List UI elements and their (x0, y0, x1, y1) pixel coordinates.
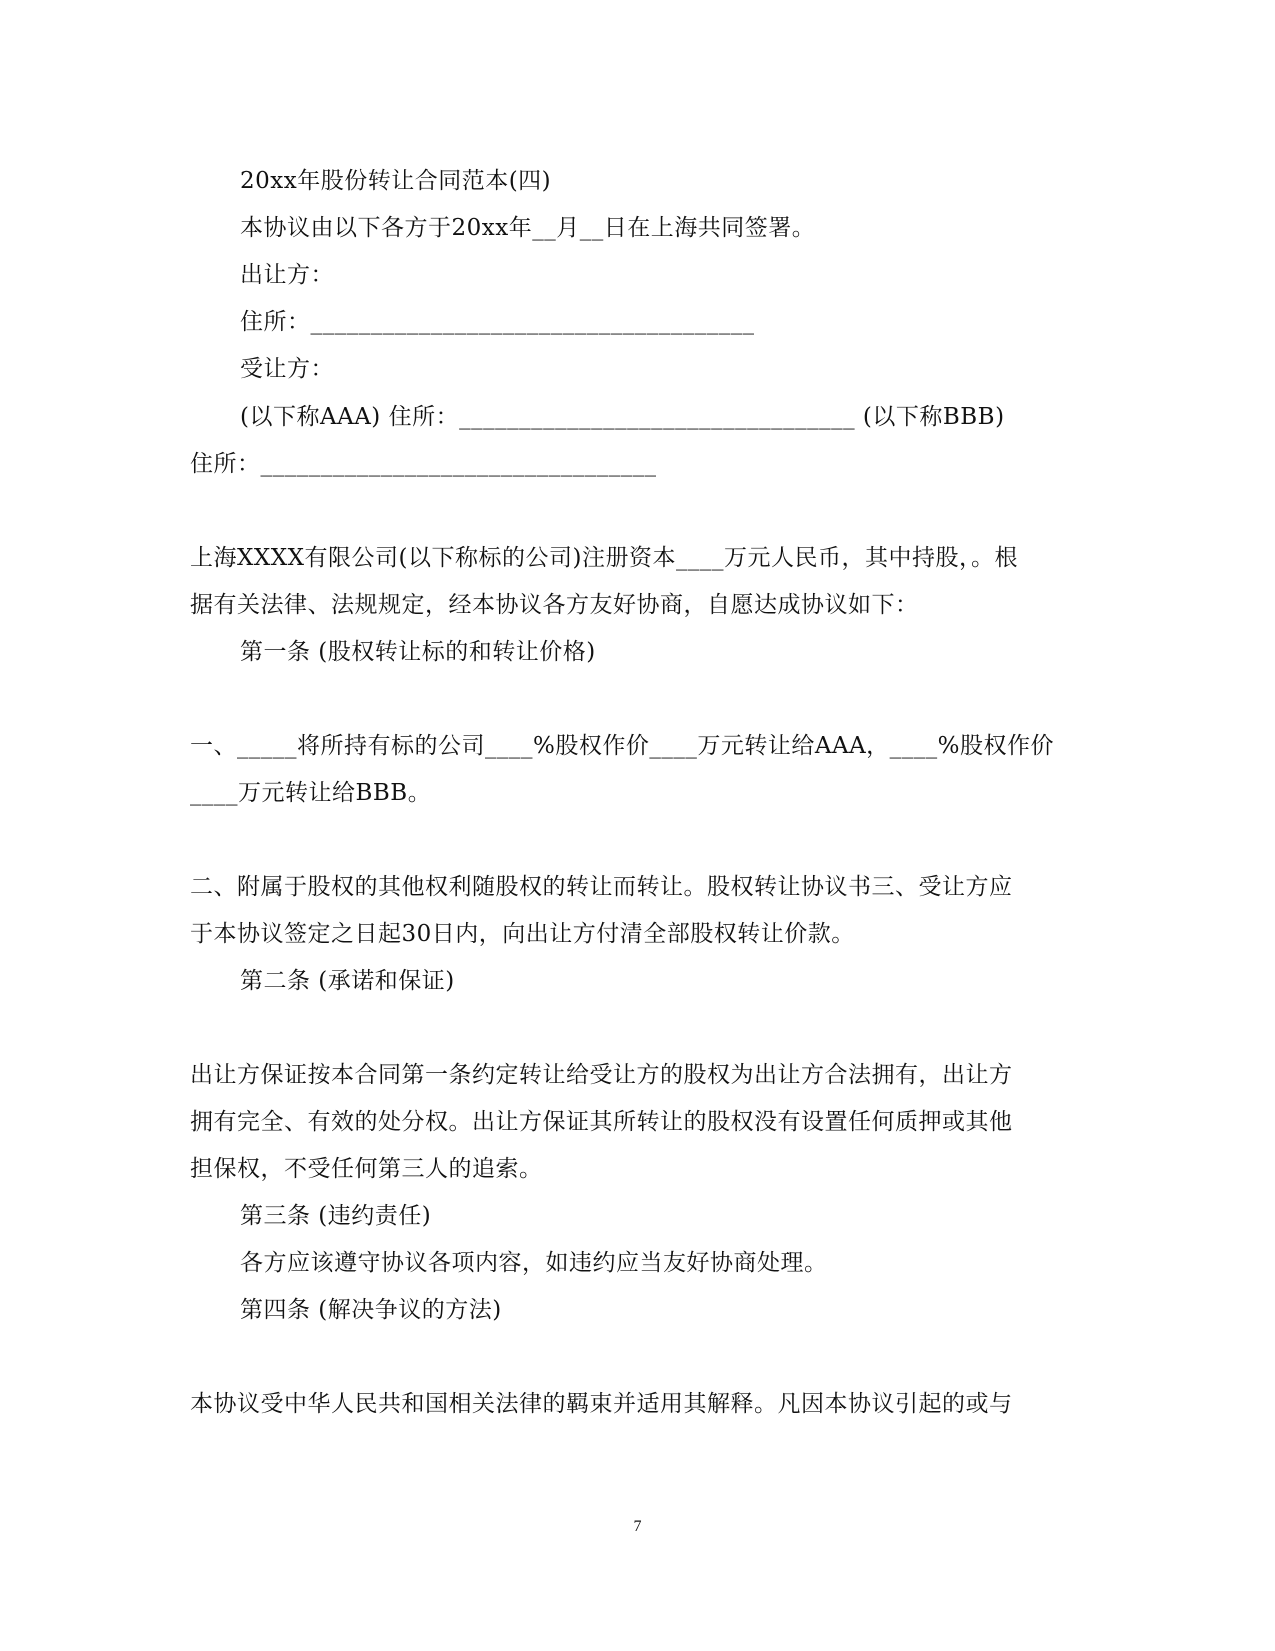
article-3-paragraph: 各方应该遵守协议各项内容，如违约应当友好协商处理。 (240, 1250, 828, 1276)
article-4-paragraph-line-1: 本协议受中华人民共和国相关法律的羁束并适用其解释。凡因本协议引起的或与 (190, 1391, 1013, 1417)
company-capital-paragraph-line-1: 上海XXXX有限公司(以下称标的公司)注册资本____万元人民币，其中持股，。根 (190, 545, 1018, 571)
article-3-heading: 第三条 (违约责任) (240, 1203, 432, 1229)
article-1-clause-2-line-1: 二、附属于股权的其他权利随股权的转让而转让。股权转让协议书三、受让方应 (190, 874, 1013, 900)
transferor-label: 出让方： (240, 262, 334, 288)
article-1-clause-1-line-1: 一、_____将所持有标的公司____%股权作价____万元转让给AAA，____%股权作价 (190, 733, 1055, 759)
party-bbb-address: 住所：_________________________________ (190, 451, 657, 477)
page-number: 7 (633, 1518, 642, 1535)
transferee-label: 受让方： (240, 356, 334, 382)
document-title: 20xx年股份转让合同范本(四) (240, 168, 552, 194)
article-2-paragraph-line-2: 拥有完全、有效的处分权。出让方保证其所转让的股权没有设置任何质押或其他 (190, 1109, 1013, 1135)
signing-statement: 本协议由以下各方于20xx年__月__日在上海共同签署。 (240, 215, 816, 241)
article-2-heading: 第二条 (承诺和保证) (240, 968, 455, 994)
article-4-heading: 第四条 (解决争议的方法) (240, 1297, 502, 1323)
article-2-paragraph-line-3: 担保权，不受任何第三人的追索。 (190, 1156, 543, 1182)
company-capital-paragraph-line-2: 据有关法律、法规规定，经本协议各方友好协商，自愿达成协议如下： (190, 592, 919, 618)
article-2-paragraph-line-1: 出让方保证按本合同第一条约定转让给受让方的股权为出让方合法拥有，出让方 (190, 1062, 1013, 1088)
article-1-heading: 第一条 (股权转让标的和转让价格) (240, 639, 596, 665)
article-1-clause-2-line-2: 于本协议签定之日起30日内，向出让方付清全部股权转让价款。 (190, 921, 855, 947)
parties-address-line: (以下称AAA) 住所：_________________________________ (以下称BBB) (240, 404, 1005, 430)
article-1-clause-1-line-2: ____万元转让给BBB。 (190, 780, 432, 806)
transferor-address: 住所：_____________________________________ (240, 309, 755, 335)
